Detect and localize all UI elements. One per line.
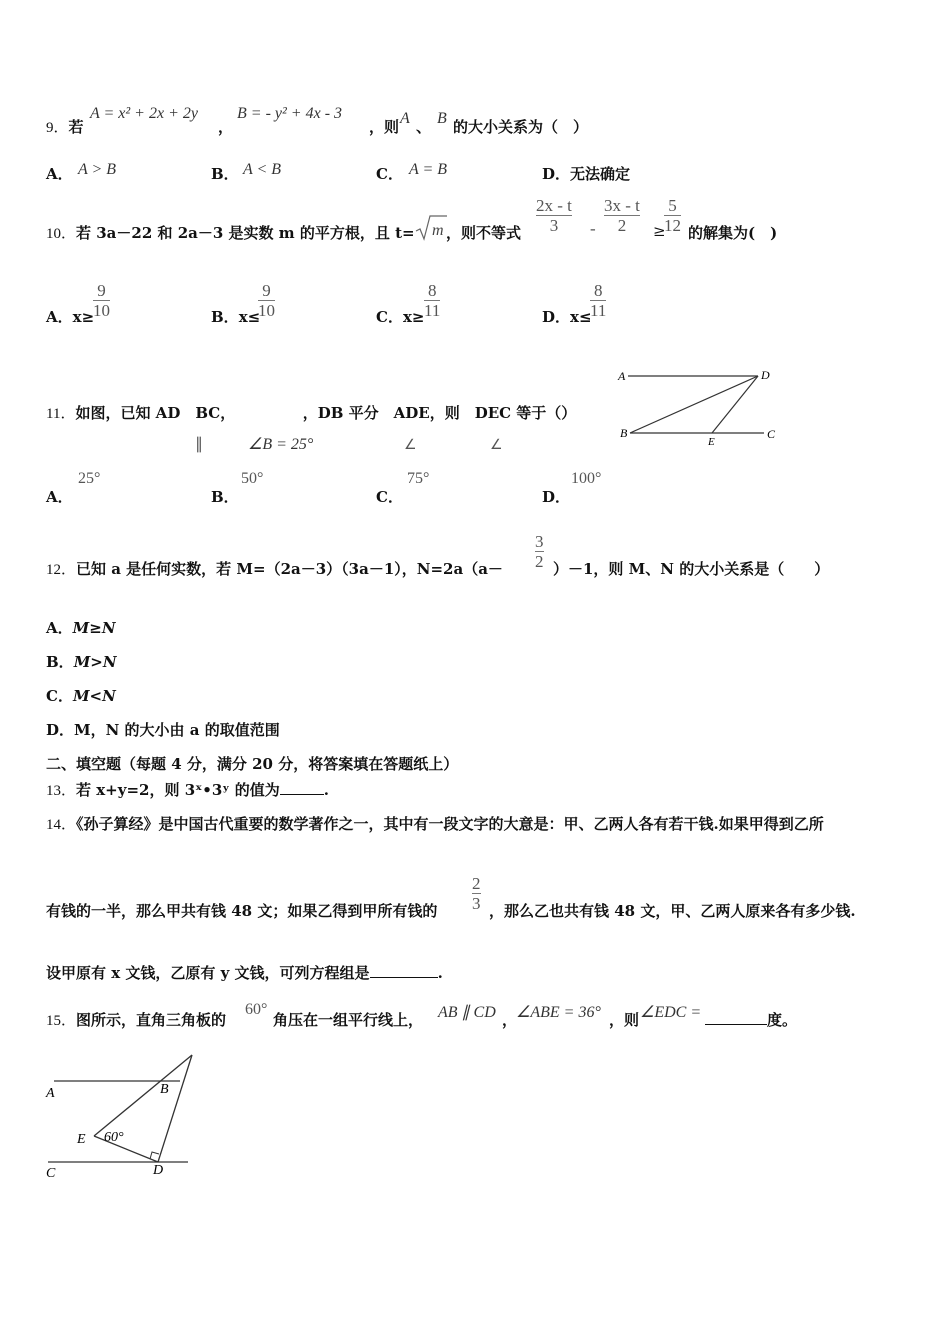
q11-option-d-label: D． xyxy=(542,488,571,506)
q15-sep: ， xyxy=(502,1011,518,1029)
label-d: D xyxy=(153,1163,164,1178)
triangle-side-eb xyxy=(94,1055,192,1136)
q10-option-a: A．x≥ xyxy=(46,308,95,326)
q11-option-a: 25° xyxy=(78,470,101,487)
label-d: D xyxy=(761,368,770,382)
section-heading: 二、填空题（每题 4 分，满分 20 分，将答案填在答题纸上） xyxy=(46,755,459,773)
question-number: 11． xyxy=(46,406,76,422)
q15-ask: ∠EDC = xyxy=(640,1004,702,1021)
answer-blank[interactable] xyxy=(705,1024,767,1025)
q9-option-c: A = B xyxy=(409,161,448,178)
label-angle: 60° xyxy=(104,1130,124,1145)
triangle-side-bd xyxy=(158,1055,192,1162)
q9-stem: 9．若 xyxy=(46,118,84,136)
q10-option-a-frac: 9 10 xyxy=(93,281,110,320)
question-number: 12． xyxy=(46,562,77,578)
q14-frac: 2 3 xyxy=(472,874,481,913)
q9-mid: ，则 xyxy=(369,118,400,136)
q14-line3: 设甲原有 x 文钱，乙原有 y 文钱，可列方程组是 . xyxy=(46,964,443,982)
question-number: 13． xyxy=(46,783,77,799)
q12-option-d: D．M，N 的大小由 a 的取值范围 xyxy=(46,721,280,739)
q12-option-a: A．M≥N xyxy=(46,619,116,637)
label-a: A xyxy=(618,369,626,383)
q15-text3: ，则 xyxy=(609,1011,640,1029)
q12-post: ）－1，则 M、N 的大小关系是（ ） xyxy=(553,560,830,578)
q9-post: 的大小关系为（ ） xyxy=(453,118,589,136)
q14-line2a: 有钱的一半，那么甲共有钱 48 文；如果乙得到甲所有钱的 xyxy=(46,902,438,920)
question-number: 15． xyxy=(46,1013,77,1029)
q11-stem: 11．如图，已知 AD BC， ，DB 平分 ADE，则 DEC 等于（） xyxy=(46,404,577,422)
q10-option-c-frac: 8 11 xyxy=(424,281,441,320)
q14-line1: 14．《孙子算经》是中国古代重要的数学著作之一，其中有一段文字的大意是：甲、乙两人各有若干钱.如果甲得到乙所 xyxy=(46,815,824,833)
sqrt-symbol xyxy=(414,213,448,241)
q15-figure xyxy=(40,1048,210,1182)
label-a: A xyxy=(46,1086,55,1101)
q10-frac1: 2x - t 3 xyxy=(536,196,572,235)
q9-var-b: B xyxy=(437,110,447,127)
q9-option-a: A > B xyxy=(78,161,117,178)
q11-angle-symbol: ∠ xyxy=(490,438,503,453)
answer-blank[interactable] xyxy=(280,794,324,795)
label-c: C xyxy=(767,427,776,441)
q10-text2: ，则不等式 xyxy=(446,224,522,242)
q9-sep: 、 xyxy=(416,118,432,136)
q10-stem: 10．若 3a－22 和 2a－3 是实数 m 的平方根，且 t= xyxy=(46,224,415,242)
q11-option-c-label: C． xyxy=(376,488,403,506)
q11-parallel-symbol: ∥ xyxy=(195,436,203,453)
q9-option-a-label: A． xyxy=(46,165,73,183)
question-number: 10． xyxy=(46,226,77,242)
q9-option-c-label: C． xyxy=(376,165,403,183)
q12-frac: 3 2 xyxy=(535,532,544,571)
right-angle-mark xyxy=(150,1152,159,1159)
label-e: E xyxy=(77,1132,86,1147)
q9-comma: ， xyxy=(218,118,234,136)
q15-stem: 15．图所示，直角三角板的 xyxy=(46,1011,227,1029)
q9-expr-a: A = x² + 2x + 2y xyxy=(90,105,198,122)
q10-option-d: D．x≤ xyxy=(542,308,592,326)
q13-stem: 13．若 x+y=2，则 3ˣ•3ʸ 的值为 . xyxy=(46,781,330,799)
q9-option-b-label: B． xyxy=(211,165,239,183)
segment-bd xyxy=(630,376,758,433)
segment-ed xyxy=(712,376,758,433)
q12-stem: 12．已知 a 是任何实数，若 M=（2a－3）（3a－1），N=2a（a－ xyxy=(46,560,503,578)
q11-option-c: 75° xyxy=(407,470,430,487)
q10-option-c: C．x≥ xyxy=(376,308,425,326)
q15-angle: ∠ABE = 36° xyxy=(516,1004,601,1021)
q9-expr-b: B = - y² + 4x - 3 xyxy=(237,105,343,122)
q11-option-a-label: A． xyxy=(46,488,73,506)
q14-line2b: ，那么乙也共有钱 48 文，甲、乙两人原来各有多少钱. xyxy=(489,902,856,920)
q10-option-d-frac: 8 11 xyxy=(590,281,607,320)
q10-option-b-frac: 9 10 xyxy=(258,281,275,320)
q11-option-b: 50° xyxy=(241,470,264,487)
q9-option-b: A < B xyxy=(243,161,282,178)
q10-frac3: 5 12 xyxy=(664,196,681,235)
q15-degree: 60° xyxy=(245,1001,268,1018)
q11-option-d: 100° xyxy=(571,470,602,487)
q12-option-c: C．M<N xyxy=(46,687,116,705)
sqrt-radicand: m xyxy=(432,222,444,239)
q15-parallel: AB ∥ CD xyxy=(438,1004,496,1021)
q15-answer: 度。 xyxy=(705,1009,797,1030)
q9-var-a: A xyxy=(400,110,410,127)
q10-post: 的解集为( ) xyxy=(688,224,778,242)
q15-text2: 角压在一组平行线上， xyxy=(273,1011,424,1029)
label-e: E xyxy=(708,436,715,448)
label-c: C xyxy=(46,1166,56,1181)
question-number: 14． xyxy=(46,817,77,833)
q11-angle-symbol: ∠ xyxy=(404,438,417,453)
label-b: B xyxy=(160,1082,169,1097)
q10-frac2: 3x - t 2 xyxy=(604,196,640,235)
q11-given: ∠B = 25° xyxy=(248,436,314,453)
q10-option-b: B．x≤ xyxy=(211,308,261,326)
question-number: 9． xyxy=(46,120,69,136)
q11-figure xyxy=(616,364,786,450)
q10-geq: ≥ xyxy=(653,222,666,240)
q10-minus: - xyxy=(590,219,596,238)
answer-blank[interactable] xyxy=(370,977,438,978)
label-b: B xyxy=(620,426,628,440)
q9-option-d: D．无法确定 xyxy=(542,165,631,183)
q11-option-b-label: B． xyxy=(211,488,239,506)
q12-option-b: B．M>N xyxy=(46,653,117,671)
